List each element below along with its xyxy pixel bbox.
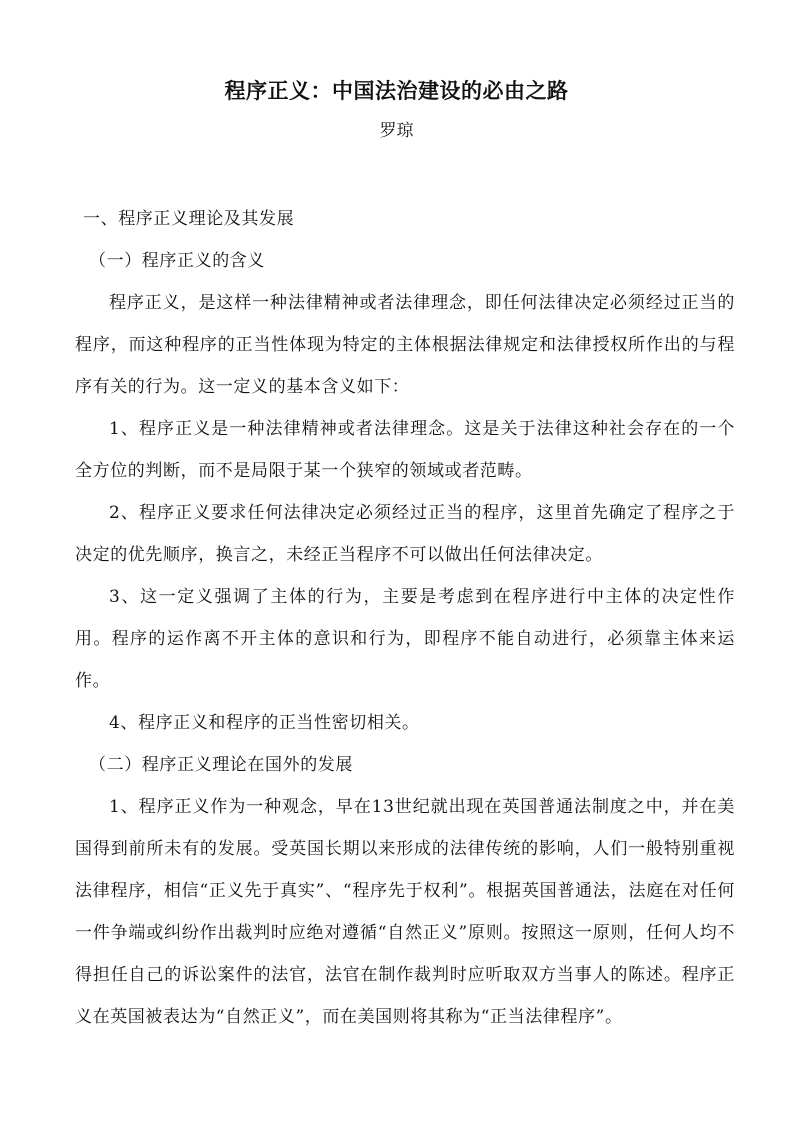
paragraph: 1、程序正义是一种法律精神或者法律理念。这是关于法律这种社会存在的一个全方位的判断，而不是局限于某一个狭窄的领域或者范畴。 [75,419,735,481]
subsection-heading: （一）程序正义的含义 [89,251,265,271]
paragraph: 3、这一定义强调了主体的行为，主要是考虑到在程序进行中主体的决定性作用。程序的运作离不开主体的意识和行为，即程序不能自动进行，必须靠主体来运作。 [75,587,735,691]
subsection-heading: （二）程序正义理论在国外的发展 [89,755,353,775]
document-body [75,198,735,1038]
paragraph: 2、程序正义要求任何法律决定必须经过正当的程序，这里首先确定了程序之于决定的优先顺序，换言之，未经正当程序不可以做出任何法律决定。 [75,503,735,565]
document-title: 程序正义：中国法治建设的必由之路 [224,78,569,103]
document-author: 罗琼 [379,121,414,141]
paragraph: 4、程序正义和程序的正当性密切相关。 [109,713,420,733]
paragraph: 1、程序正义作为一种观念，早在13世纪就出现在英国普通法制度之中，并在美国得到前所未有的发展。受英国长期以来形成的法律传统的影响，人们一般特别重视法律程序，相信“正义先于真实”、“程序先于权利”。根据英国普通法，法庭在对任何一件争端或纠纷作出裁判时应绝对遵循“自然正义”原则。按照这一原则，任何人均不得担任自己的诉讼案件的法官，法官在制作裁判时应听取双方当事人的陈述。程序正义在英国被表达为“自然正义”，而在美国则将其称为“正当法律程序”。 [75,797,735,1027]
paragraph: 程序正义，是这样一种法律精神或者法律理念，即任何法律决定必须经过正当的程序，而这种程序的正当性体现为特定的主体根据法律规定和法律授权所作出的与程序有关的行为。这一定义的基本含义如下： [75,293,735,397]
section-heading: 一、程序正义理论及其发展 [83,209,295,229]
